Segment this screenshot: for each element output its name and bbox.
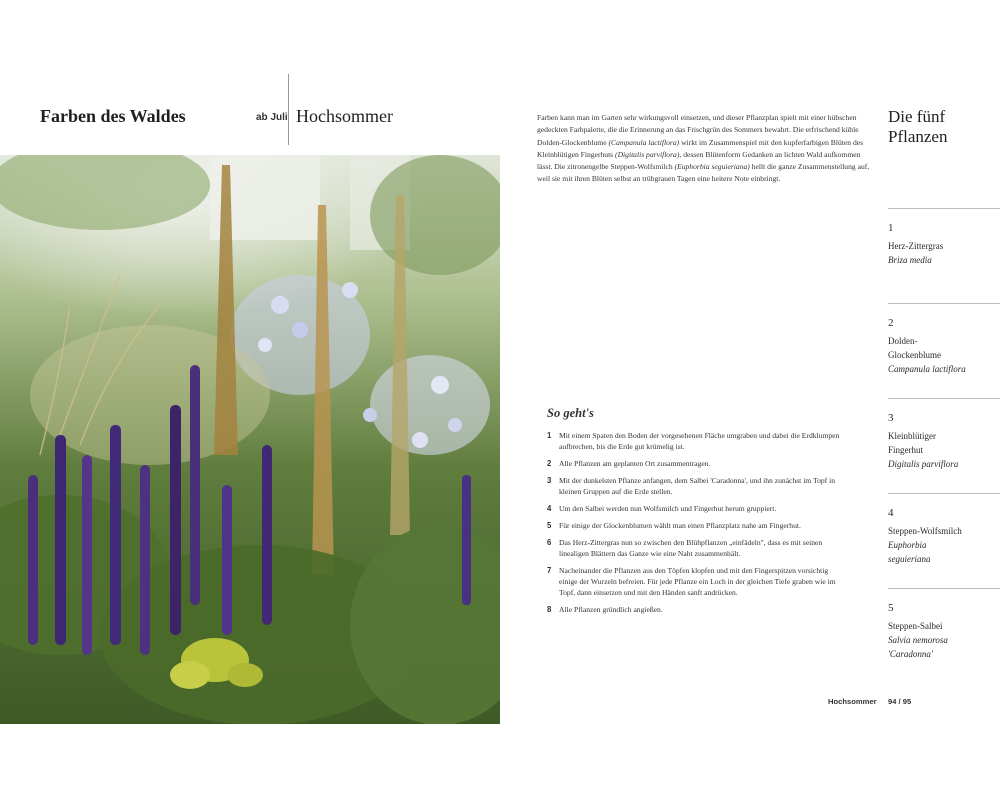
- plant-german-name: Herz-Zittergras: [888, 241, 944, 251]
- intro-latin-name: (Euphorbia seguieriana): [674, 162, 750, 172]
- intro-latin-name: (Campanula lactiflora): [608, 137, 680, 147]
- garden-photo: [0, 155, 500, 724]
- plants-heading: [888, 107, 988, 147]
- howto-step: [547, 520, 847, 531]
- step-text: Mit der dunkelsten Pflanze anfangen, dem Salbei 'Caradonna', und ihn zunächst im Topf in kleinen Gruppen auf die Erde stellen.: [559, 476, 836, 496]
- howto-step: [547, 475, 847, 497]
- plant-latin-name: Salvia nemorosa: [888, 635, 948, 645]
- plant-divider: [888, 493, 1000, 494]
- season-heading: Hochsommer: [296, 106, 393, 126]
- page-title: Farben des Waldes: [40, 106, 186, 126]
- intro-text: wirkt im Zusammenspiel mit den kupferfarbigen Blüten des Kleinblütigen Fingerhuts: [537, 137, 864, 159]
- howto-steps-list: [547, 430, 847, 621]
- step-number: 3: [547, 476, 552, 485]
- garden-photo-illustration: [0, 155, 500, 724]
- step-number: 2: [547, 459, 552, 468]
- plant-number: 1: [888, 222, 894, 234]
- intro-latin-name: (Digitalis parviflora): [615, 149, 680, 159]
- plant-divider: [888, 398, 1000, 399]
- step-number: 4: [547, 504, 552, 513]
- plant-divider: [888, 208, 1000, 209]
- howto-step: [547, 458, 847, 469]
- plant-latin-name: Digitalis parviflora: [888, 459, 959, 469]
- howto-step: [547, 503, 847, 514]
- plant-latin-name: Euphorbia: [888, 540, 927, 550]
- plant-entry: [888, 411, 996, 471]
- plant-latin-name: seguieriana: [888, 554, 931, 564]
- step-number: 1: [547, 431, 552, 440]
- season-start-label: ab Juli: [256, 112, 288, 123]
- intro-paragraph: [537, 112, 877, 186]
- step-text: Alle Pflanzen gründlich angießen.: [559, 605, 663, 614]
- plant-number: 5: [888, 602, 894, 614]
- step-text: Das Herz-Zittergras nun so zwischen den Blühpflanzen „einfädeln", dass es mit seinen linealigen Blättern das Ganze wie eine Naht zusammenhält.: [559, 538, 823, 558]
- plant-entry: [888, 506, 996, 566]
- plant-number: 2: [888, 317, 894, 329]
- plant-german-name: Steppen-Salbei: [888, 621, 943, 631]
- step-number: 5: [547, 521, 552, 530]
- step-number: 8: [547, 605, 552, 614]
- plant-divider: [888, 588, 1000, 589]
- plant-german-name: Glockenblume: [888, 350, 941, 360]
- step-text: Alle Pflanzen am geplanten Ort zusammentragen.: [559, 459, 711, 468]
- plant-latin-name: Briza media: [888, 255, 932, 265]
- step-text: Mit einem Spaten den Boden der vorgesehenen Fläche umgraben und dabei die Erdklumpen aufbrechen, bis die Erde gut krümelig ist.: [559, 431, 840, 451]
- plants-heading-line2: Pflanzen: [888, 127, 948, 146]
- footer-section-label: Hochsommer: [828, 697, 877, 706]
- plant-german-name: Fingerhut: [888, 445, 923, 455]
- step-text: Um den Salbei werden nun Wolfsmilch und Fingerhut herum gruppiert.: [559, 504, 777, 513]
- plant-german-name: Steppen-Wolfsmilch: [888, 526, 962, 536]
- howto-step: [547, 537, 847, 559]
- step-text: Nacheinander die Pflanzen aus den Töpfen klopfen und mit den Fingerspitzen vorsichtig einige der Wurzeln befreien. Für jede Pflanze ein Loch in der gleichen Tiefe graben wie im Topf, dann einsetzen und mit den Händen sanft andrücken.: [559, 566, 836, 597]
- howto-step: [547, 565, 847, 598]
- howto-heading: So geht's: [547, 406, 594, 420]
- intro-text: hellt die ganze Zusammenstellung auf, weil sie mit ihren Blüten selbst an trübgrauen Tagen eine heitere Note einbringt.: [537, 162, 870, 184]
- plant-german-name: Dolden-: [888, 336, 918, 346]
- step-number: 6: [547, 538, 552, 547]
- plant-number: 3: [888, 412, 894, 424]
- plant-latin-name: Campanula lactiflora: [888, 364, 966, 374]
- plants-heading-line1: Die fünf: [888, 107, 946, 126]
- plant-entry: [888, 601, 996, 661]
- plant-german-name: Kleinblütiger: [888, 431, 936, 441]
- howto-step: [547, 430, 847, 452]
- step-text: Für einige der Glockenblumen wählt man einen Pflanzplatz nahe am Fingerhut.: [559, 521, 801, 530]
- plant-number: 4: [888, 507, 894, 519]
- plant-entry: [888, 221, 996, 267]
- intro-text: , dessen Blütenform Gedanken an lichten Wald aufkommen lässt. Die zitronengelbe Steppen-Wolfsmilch: [537, 149, 861, 172]
- step-number: 7: [547, 566, 552, 575]
- plant-latin-name: 'Caradonna': [888, 649, 933, 659]
- intro-text: Farben kann man im Garten sehr wirkungsvoll einsetzen, und dieser Pflanzplan spielt mit einer hübschen gedeckten Farbpalette, die die Erinnerung an das Frischgrün des Sommers bewahrt. Die erfrischend kühle Dolden-Glockenblume: [537, 113, 859, 147]
- howto-step: [547, 604, 847, 615]
- plant-entry: [888, 316, 996, 376]
- header-divider: [288, 74, 289, 145]
- page-numbers: 94 / 95: [888, 697, 912, 706]
- plant-divider: [888, 303, 1000, 304]
